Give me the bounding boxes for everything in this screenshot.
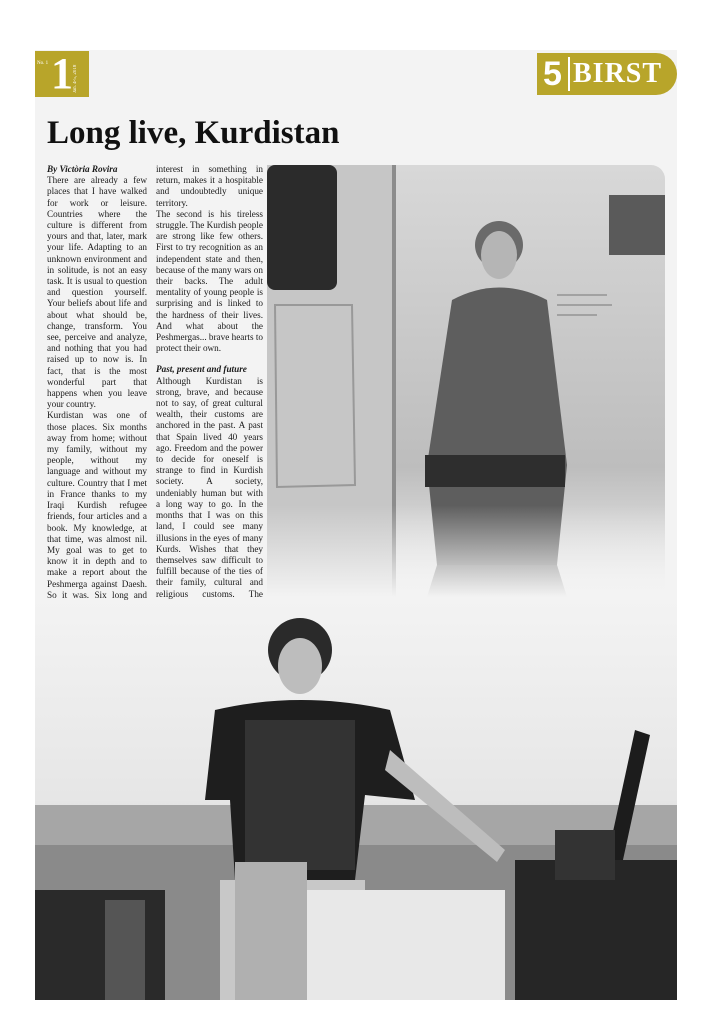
paragraph: The second is his tireless struggle. The Kurdish people are strong like few others. First to try recognition as an independent state and then, because of the many wars on their backs. The adult mentality of young people is surprising and is linked to the hardness of their lives. And what about the Peshmergas... brave hearts to protect their own.: [156, 208, 263, 354]
page-number-left: 1: [51, 49, 73, 98]
article-headline: Long live, Kurdistan: [47, 115, 340, 151]
byline: By Victòria Rovira: [47, 164, 118, 174]
photo-woman-in-uniform: [267, 165, 665, 597]
page-number-badge-right: [537, 53, 677, 95]
issue-date: Jan. 4-5, 2018: [73, 64, 78, 93]
paragraph: interest in something in return, makes it a hospitable and undoubtedly unique territory.: [156, 164, 263, 208]
subheading: Past, present and future: [156, 364, 247, 375]
badge-divider: [568, 57, 570, 91]
paragraph: Although Kurdistan is strong, brave, and because not to say, of great cultural wealth, their customs are anchored in the past. A past that Spain lived 40 years ago. Freedom and the power to decide for oneself is strange to find in Kurdish society. A society, undeniably human but with a long way to go. In the months that I was on this land, I could see many illusions in the eyes of many Kurds. Wishes that they themselves saw difficult to fulfill because of the ties of their family, cultural and religious customs. The: [156, 375, 263, 599]
photo-woman-with-gun: [35, 600, 677, 1000]
page-number-badge-left: [35, 51, 89, 97]
issue-label: No. 1: [37, 61, 49, 66]
publication-name: BIRST: [573, 58, 663, 89]
page-number-right: 5: [543, 55, 562, 93]
paragraph: Kurdistan was one of those places. Six months away from home; without my family, without my people, without my language and without my culture. Country that I met in France thanks to my Iraqi Kurdish refugee friends, four articles and a book. My knowledge, at that time, was almost nil. My goal was to get to know it in depth and to make a report about the Peshmerga against Daesh. So it was. Six long and: [47, 410, 147, 600]
photo-portrait-image: [267, 165, 665, 597]
photo-field-image: [35, 600, 677, 1000]
paragraph: There are already a few places that I have walked for work or leisure. Countries where the culture is different from yours and that, later, mark your life. Adapting to an unknown environment and in solitude, is not an easy task. It is usual to question and question yourself. Your beliefs about life and about what should be, change, transform. You see, perceive and analyze, and nothing that you had raised up to now is. In fact, that is the most wonderful part that happens when you leave your country.: [47, 175, 147, 410]
